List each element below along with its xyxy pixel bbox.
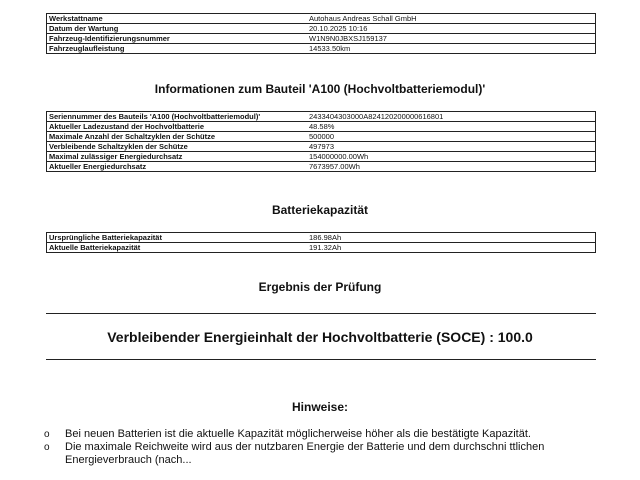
- notes-list: [44, 428, 604, 467]
- notes-heading: Hinweise:: [291, 400, 348, 414]
- row-label: Fahrzeug-Identifizierungsnummer: [47, 34, 308, 44]
- table-row: [47, 112, 596, 122]
- table-row: [47, 122, 596, 132]
- row-label: Verbleibende Schaltzyklen der Schütze: [47, 142, 308, 152]
- row-label: Aktuelle Batteriekapazität: [49, 243, 141, 252]
- row-label: Fahrzeuglaufleistung: [49, 44, 125, 53]
- bullet-circle: o: [44, 429, 50, 440]
- row-label: Seriennummer des Bauteils 'A100 (Hochvoltbatteriemodul)': [47, 112, 308, 122]
- row-value: 191.32Ah: [309, 243, 342, 252]
- table-row: [47, 243, 596, 253]
- row-value: 14533.50km: [309, 44, 351, 53]
- workshop-info-table: [46, 13, 596, 54]
- list-item: [44, 428, 604, 441]
- row-value: 48.58%: [307, 122, 596, 132]
- table-row: [47, 24, 596, 34]
- row-label: Aktueller Ladezustand der Hochvoltbatterie: [47, 122, 308, 132]
- component-info-table: [46, 111, 596, 172]
- row-value: W1N9N0JBXSJ159137: [307, 34, 596, 44]
- soce-result: Verbleibender Energieinhalt der Hochvoltbatterie (SOCE) : 100.0: [107, 329, 533, 345]
- row-label: Werkstattname: [47, 14, 308, 24]
- row-value: 7673957.00Wh: [309, 162, 360, 171]
- table-row: [47, 162, 596, 172]
- component-heading: Informationen zum Bauteil 'A100 (Hochvoltbatteriemodul)': [154, 82, 486, 96]
- row-value: 2433404303000A824120200000616801: [307, 112, 596, 122]
- capacity-table: [46, 232, 596, 253]
- row-value: 20.10.2025 10:16: [307, 24, 596, 34]
- row-label: Aktueller Energiedurchsatz: [49, 162, 147, 171]
- table-row: [47, 152, 596, 162]
- row-label: Datum der Wartung: [47, 24, 308, 34]
- result-heading: Ergebnis der Prüfung: [258, 280, 382, 294]
- divider: [46, 359, 596, 360]
- list-item: [44, 441, 604, 467]
- row-value: 154000000.00Wh: [307, 152, 596, 162]
- table-row: [47, 132, 596, 142]
- table-row: [47, 142, 596, 152]
- row-label: Maximal zulässiger Energiedurchsatz: [47, 152, 308, 162]
- row-value: 497973: [307, 142, 596, 152]
- bullet-circle: o: [44, 442, 50, 453]
- divider: [46, 313, 596, 314]
- table-row: [47, 34, 596, 44]
- capacity-heading: Batteriekapazität: [271, 203, 369, 217]
- table-row: [47, 14, 596, 24]
- note-text: Bei neuen Batterien ist die aktuelle Kapazität möglicherweise höher als die bestätigte Kapazität.: [65, 428, 531, 440]
- table-row: [47, 44, 596, 54]
- row-label: Maximale Anzahl der Schaltzyklen der Schütze: [47, 132, 308, 142]
- row-label: Ursprüngliche Batteriekapazität: [47, 233, 308, 243]
- row-value: 186.98Ah: [307, 233, 596, 243]
- table-row: [47, 233, 596, 243]
- row-value: 500000: [307, 132, 596, 142]
- row-value: Autohaus Andreas Schall GmbH: [307, 14, 596, 24]
- note-text: Die maximale Reichweite wird aus der nutzbaren Energie der Batterie und dem durchschni ttlichen Energieverbrauch (nach...: [65, 441, 545, 466]
